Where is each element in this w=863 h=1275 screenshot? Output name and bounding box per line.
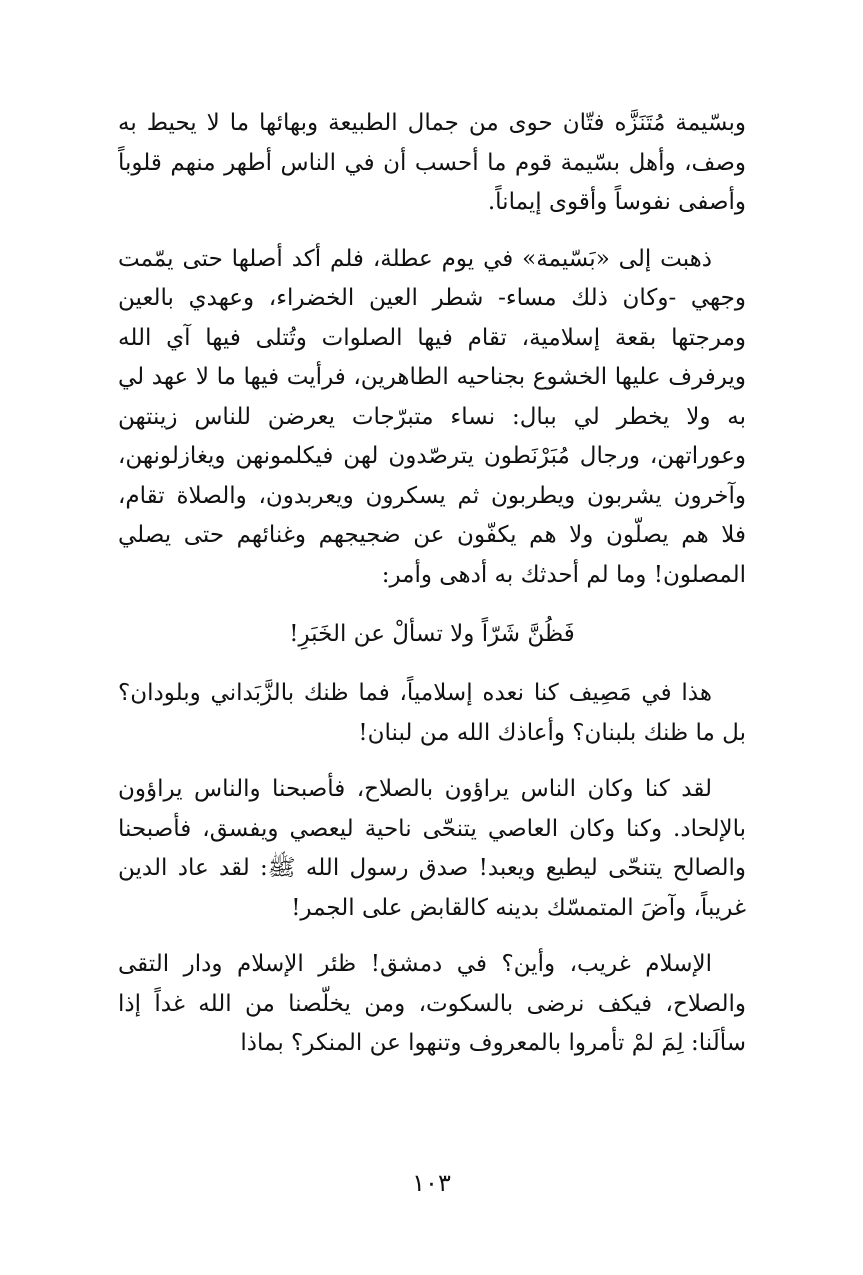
page-number: ١٠٣ (412, 1169, 451, 1197)
paragraph-4: لقد كنا وكان الناس يراؤون بالصلاح، فأصبحنا والناس يراؤون بالإلحاد. وكنا وكان العاصي يتنحّى ناحية ليعصي ويفسق، فأصبحنا والصالح يتنحّى ليطيع ويعبد! صدق رسول الله ﷺ: لقد عاد الدين غريباً، وآضَ المتمسّك بدينه كالقابض على الجمر! (118, 776, 746, 921)
verse-line: فَظُنَّ شَرّاً ولا تسألْ عن الخَبَرِ! (289, 621, 575, 647)
paragraph-1: وبسّيمة مُتَنَزَّه فتّان حوى من جمال الطبيعة وبهائها ما لا يحيط به وصف، وأهل بسّيمة قوم ما أحسب أن في الناس أطهر منهم قلوباً وأصفى نفوساً وأقوى إيماناً. (118, 110, 746, 215)
paragraph-2: ذهبت إلى «بَسّيمة» في يوم عطلة، فلم أكد أصلها حتى يمّمت وجهي -وكان ذلك مساء- شطر العين الخضراء، وعهدي بالعين ومرجتها بقعة إسلامية، تقام فيها الصلوات وتُتلى فيها آي الله ويرفرف عليها الخشوع بجناحيه الطاهرين، فرأيت فيها ما لا عهد لي به ولا يخطر لي ببال: نساء متبرّجات يعرضن للناس زينتهن وعوراتهن، ورجال مُبَرْنَطون يترصّدون لهن فيكلمونهن ويغازلونهن، وآخرون يشربون ويطربون ثم يسكرون ويعربدون، والصلاة تقام، فلا هم يصلّون ولا هم يكفّون عن ضجيجهم وغنائهم حتى يصلي المصلون! وما لم أحدثك به أدهى وأمر: (118, 245, 746, 588)
page-body (118, 104, 746, 1081)
paragraph-3: هذا في مَصِيف كنا نعده إسلامياً، فما ظنك بالزَّبَداني وبلودان؟ بل ما ظنك بلبنان؟ وأعاذك الله من لبنان! (118, 680, 746, 746)
paragraph-5: الإسلام غريب، وأين؟ في دمشق! ظئر الإسلام ودار التقى والصلاح، فيكف نرضى بالسكوت، ومن يخلّصنا من الله غداً إذا سألَنا: لِمَ لمْ تأمروا بالمعروف وتنهوا عن المنكر؟ بماذا (118, 951, 746, 1056)
